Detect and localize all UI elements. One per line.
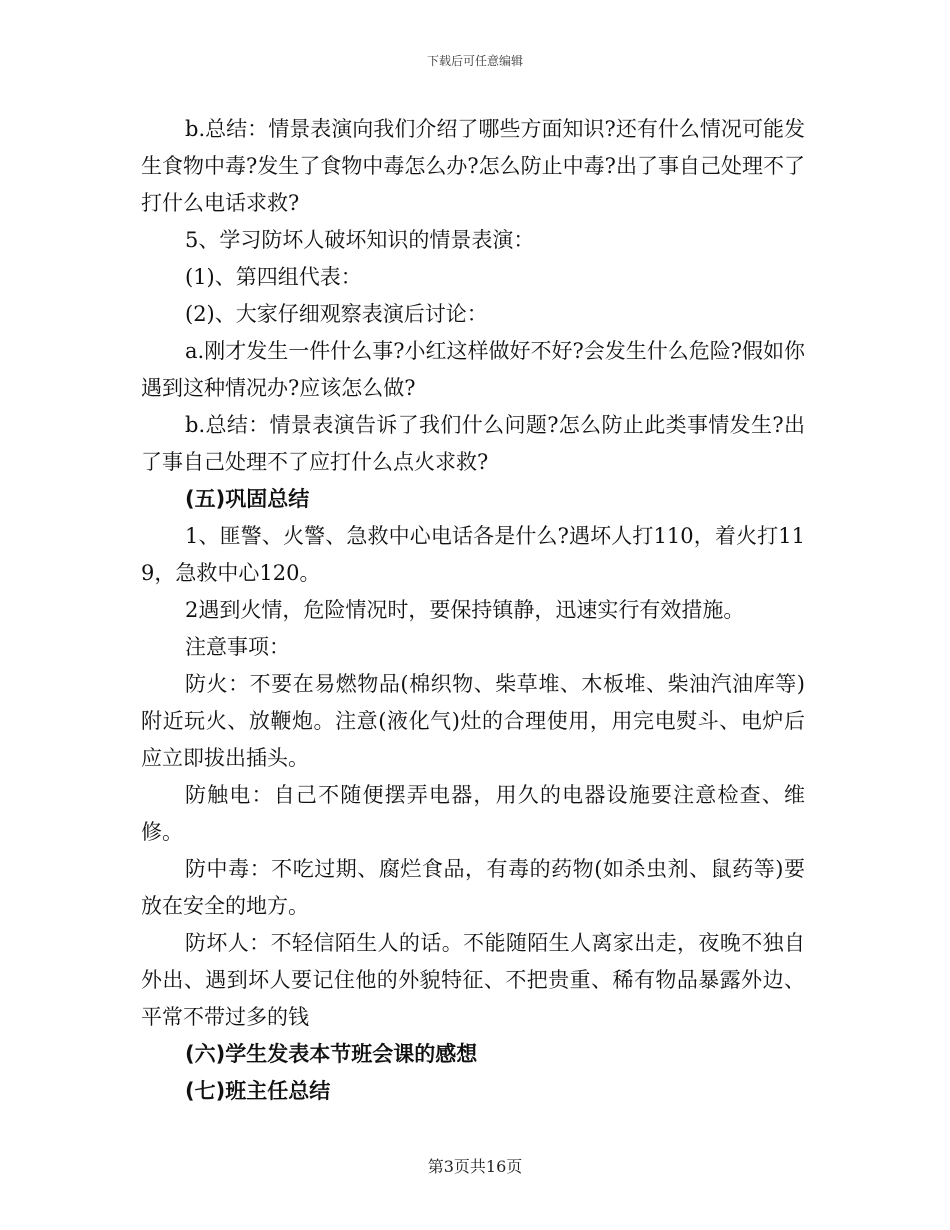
paragraph-item-1-group-4: (1)、第四组代表： [185,265,362,289]
paragraph-summary-food-poisoning: b.总结：情景表演向我们介绍了哪些方面知识?还有什么情况可能发生食物中毒?发生了食物中毒怎么办?怎么防止中毒?出了事自己处理不了打什么电话求救? [141,117,805,215]
section-heading-7: (七)班主任总结 [185,1079,331,1103]
paragraph-summary-b: b.总结：情景表演告诉了我们什么问题?怎么防止此类事情发生?出了事自己处理不了应打什么点火求救? [141,413,805,474]
section-heading-6: (六)学生发表本节班会课的感想 [185,1042,478,1066]
document-body [141,111,805,1110]
paragraph-question-a: a.刚才发生一件什么事?小红这样做好不好?会发生什么危险?假如你遇到这种情况办?应该怎么做? [141,339,805,400]
page-footer: 第3页共16页 [427,1157,523,1176]
paragraph-emergency-numbers: 1、匪警、火警、急救中心电话各是什么?遇坏人打110，着火打119，急救中心120。 [141,524,805,585]
paragraph-item-2-discussion: (2)、大家仔细观察表演后讨论： [185,302,488,326]
paragraph-stay-calm: 2遇到火情，危险情况时，要保持镇静，迅速实行有效措施。 [185,598,745,622]
paragraph-electric-safety: 防触电：自己不随便摆弄电器，用久的电器设施要注意检查、维修。 [141,783,805,844]
page-header: 下载后可任意编辑 [426,54,523,68]
paragraph-fire-prevention: 防火：不要在易燃物品(棉织物、柴草堆、木板堆、柴油汽油库等)附近玩火、放鞭炮。注意(液化气)灶的合理使用，用完电熨斗、电炉后应立即拔出插头。 [141,672,805,770]
paragraph-stranger-safety: 防坏人：不轻信陌生人的话。不能随陌生人离家出走，夜晚不独自外出、遇到坏人要记住他的外貌特征、不把贵重、稀有物品暴露外边、平常不带过多的钱 [141,931,805,1029]
paragraph-item-5: 5、学习防坏人破坏知识的情景表演： [185,228,535,252]
paragraph-notes-label: 注意事项： [185,635,290,659]
section-heading-5: (五)巩固总结 [185,487,310,511]
paragraph-poison-prevention: 防中毒：不吃过期、腐烂食品，有毒的药物(如杀虫剂、鼠药等)要放在安全的地方。 [141,857,805,918]
